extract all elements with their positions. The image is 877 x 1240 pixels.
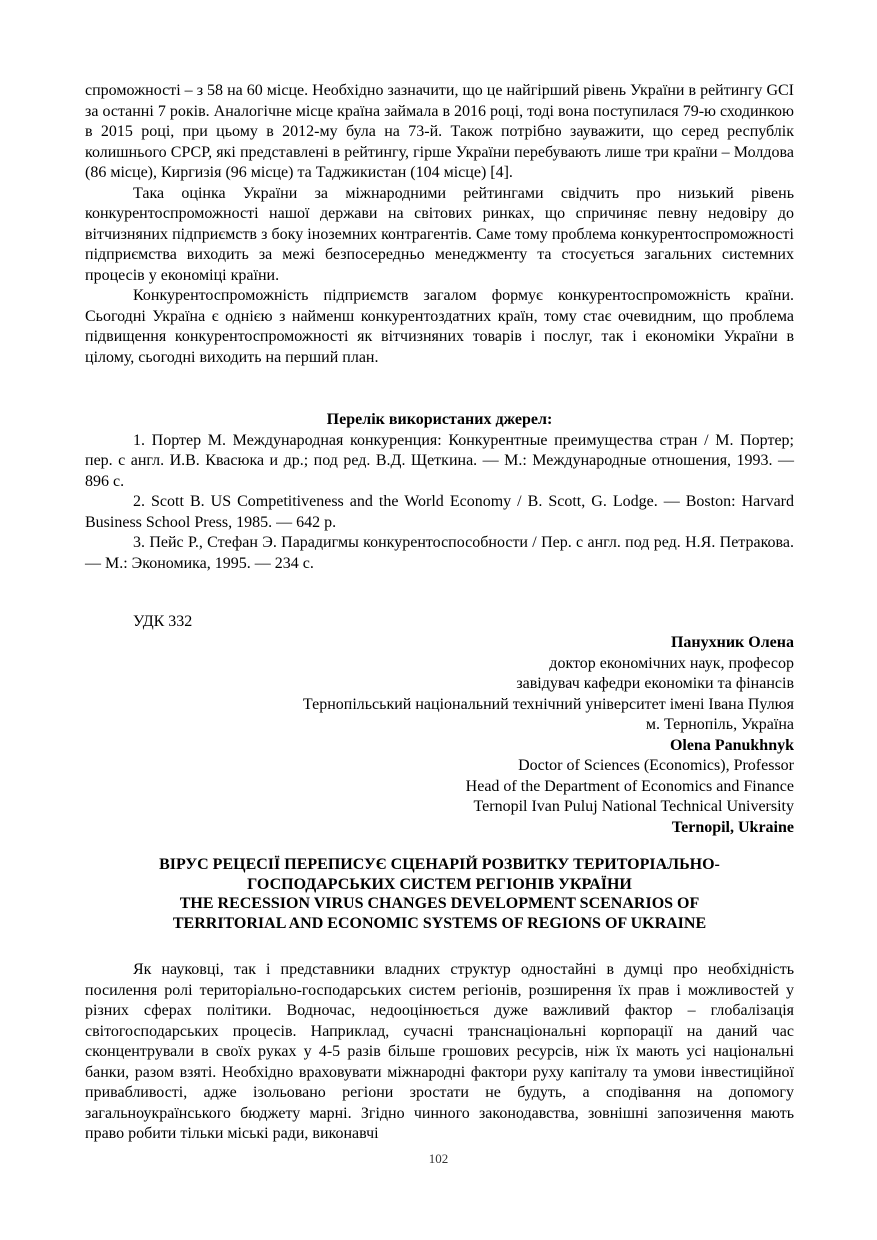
author-name-en: Olena Panukhnyk <box>669 736 794 754</box>
references-heading: Перелік використаних джерел: <box>326 411 553 428</box>
article-title <box>85 855 794 933</box>
reference-item-1: 1. Портер М. Международная конкуренция: Конкурентные преимущества стран / М. Портер; пер. с англ. И.В. Квасюка и др.; под ред. В.Д. Щеткина. — М.: Международные отношения, 1993. — 896 с. <box>85 431 794 490</box>
udk-code: УДК 332 <box>133 613 193 630</box>
author-institution-ua: Тернопільський національний технічний університет імені Івана Пулюя <box>302 695 794 713</box>
author-institution-en: Ternopil Ivan Puluj National Technical University <box>473 798 794 815</box>
title-en-line-1: THE RECESSION VIRUS CHANGES DEVELOPMENT SCENARIOS OF <box>179 895 700 912</box>
references-section <box>85 410 794 574</box>
author-block <box>85 633 794 838</box>
reference-item-3: 3. Пейс Р., Стефан Э. Парадигмы конкурентоспособности / Пер. с англ. под ред. Н.Я. Петракова. — М.: Экономика, 1995. — 234 с. <box>85 534 794 572</box>
author-degree-en: Doctor of Sciences (Economics), Professor <box>518 757 794 774</box>
main-paragraph: Як науковці, так і представники владних структур одностайні в думці про необхідність посилення ролі територіально-господарських систем регіонів, розширення їх прав і можливостей у різних сферах політики. Водночас, недооцінюється дуже важливий фактор – глобалізація світогосподарських процесів. Наприклад, сучасні транснаціональні корпорації на даний час сконцентрували в своїх руках у 4-5 разів більше грошових ресурсів, ніж їх мають усі національні банки, разом взяті. Необхідно враховувати міжнародні фактори руху капіталу та умови інвестиційної привабливості, адже ізольовано регіони зростати не будуть, а сподівання на допомогу загальноукраїнського бюджету марні. Згідно чинного законодавства, зовнішні запозичення мають право робити тільки міські ради, виконавчі <box>85 961 794 1142</box>
reference-item-2: 2. Scott B. US Competitiveness and the World Economy / B. Scott, G. Lodge. — Boston: Harvard Business School Press, 1985. — 642 p. <box>85 493 794 531</box>
intro-paragraph-1: спроможності – з 58 на 60 місце. Необхідно зазначити, що це найгірший рівень України в рейтингу GCI за останні 7 років. Аналогічне місце країна займала в 2016 році, тоді вона поступилася 79-ю сходинкою в 2015 році, при цьому в 2012-му була на 73-й. Також потрібно зауважити, що серед республік колишнього СРСР, які представлені в рейтингу, гірше України перебувають лише три країни – Молдова (86 місце), Киргизія (96 місце) та Таджикистан (104 місце) [4]. <box>85 82 794 181</box>
page-number: 102 <box>428 1151 449 1166</box>
author-name-ua: Панухник Олена <box>670 634 794 651</box>
intro-paragraph-3: Конкурентоспроможність підприємств загалом формує конкурентоспроможність країни. Сьогодні Україна є однією з найменш конкурентоздатних країн, тому стає очевидним, що проблема підвищення конкурентоспроможності як вітчизняних товарів і послуг, так і економіки України в цілому, сьогодні виходить на перший план. <box>85 287 794 366</box>
author-city-ua: м. Тернопіль, Україна <box>645 716 794 733</box>
author-degree-ua: доктор економічних наук, професор <box>549 654 794 672</box>
title-en-line-2: TERRITORIAL AND ECONOMIC SYSTEMS OF REGIONS OF UKRAINE <box>172 914 707 932</box>
intro-paragraph-2: Така оцінка України за міжнародними рейтингами свідчить про низький рівень конкурентоспроможності нашої держави на світових ринках, що спричиняє певну недовіру до вітчизняних підприємств з боку іноземних контрагентів. Саме тому проблема конкурентоспроможності підприємства виходить за межі безпосередньо менеджменту та стосується загальних системних процесів у економіці країни. <box>85 184 794 284</box>
main-section <box>85 960 794 1145</box>
author-position-en: Head of the Department of Economics and Finance <box>465 777 794 795</box>
title-ua-line-1: ВІРУС РЕЦЕСІЇ ПЕРЕПИСУЄ СЦЕНАРІЙ РОЗВИТКУ ТЕРИТОРІАЛЬНО- <box>159 856 720 873</box>
author-position-ua: завідувач кафедри економіки та фінансів <box>516 675 794 692</box>
author-city-en: Ternopil, Ukraine <box>671 818 794 836</box>
intro-section <box>85 81 794 368</box>
title-ua-line-2: ГОСПОДАРСЬКИХ СИСТЕМ РЕГІОНІВ УКРАЇНИ <box>247 875 632 893</box>
